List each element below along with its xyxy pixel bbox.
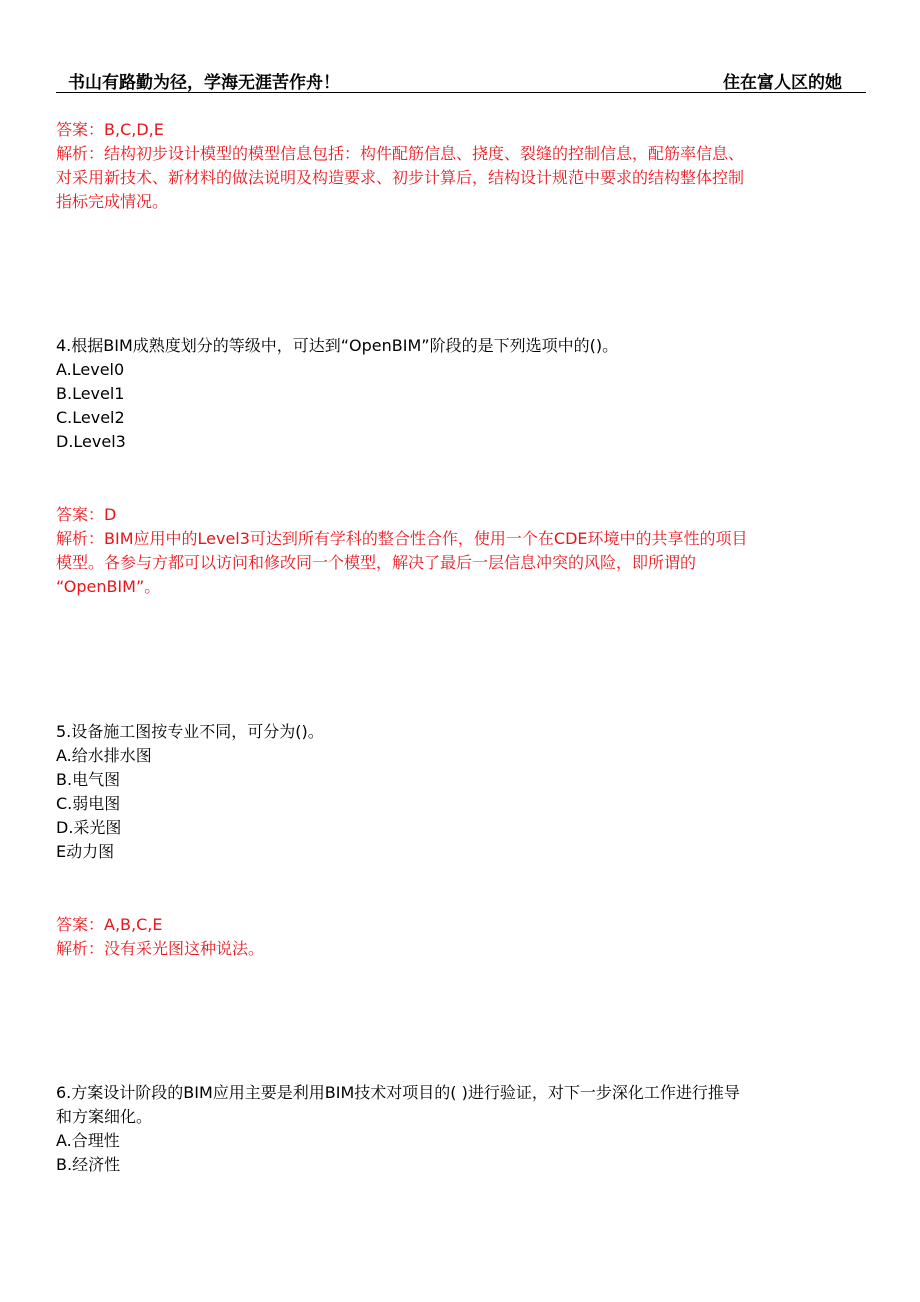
q5-question: 5.设备施工图按专业不同，可分为()。 xyxy=(56,722,324,741)
q5-answer: 答案：A,B,C,E xyxy=(56,915,163,934)
q5-option-b: B.电气图 xyxy=(56,770,121,789)
q4-block xyxy=(56,334,866,454)
q5-option-a: A.给水排水图 xyxy=(56,746,152,765)
q4-option-b: B.Level1 xyxy=(56,384,125,403)
q5-option-d: D.采光图 xyxy=(56,818,122,837)
q4-answer: 答案：D xyxy=(56,505,117,524)
q6-question-line: 和方案细化。 xyxy=(56,1107,153,1126)
q6-question-line: 6.方案设计阶段的BIM应用主要是利用BIM技术对项目的( )进行验证，对下一步深化工作进行推导 xyxy=(56,1083,740,1102)
q4-option-c: C.Level2 xyxy=(56,408,125,427)
q5-explanation-line: 解析：没有采光图这种说法。 xyxy=(56,939,265,958)
header-motto: 书山有路勤为径，学海无涯苦作舟！ xyxy=(68,73,340,93)
q6-option-b: B.经济性 xyxy=(56,1155,121,1174)
q4-explanation-line: 模型。各参与方都可以访问和修改同一个模型，解决了最后一层信息冲突的风险，即所谓的 xyxy=(56,553,697,572)
q4-explanation-line: “OpenBIM”。 xyxy=(56,577,161,596)
header-author: 住在富人区的她 xyxy=(723,73,842,93)
page-header xyxy=(56,64,866,93)
q4-option-a: A.Level0 xyxy=(56,360,125,379)
q3-explanation-line: 对采用新技术、新材料的做法说明及构造要求、初步计算后，结构设计规范中要求的结构整体控制 xyxy=(56,168,745,187)
q3-explanation-line: 指标完成情况。 xyxy=(56,192,169,211)
q3-answer: 答案：B,C,D,E xyxy=(56,120,164,139)
q6-block xyxy=(56,1081,866,1177)
q5-option-c: C.弱电图 xyxy=(56,794,121,813)
q5-block xyxy=(56,720,866,864)
q4-option-d: D.Level3 xyxy=(56,432,126,451)
q4-explanation-line: 解析：BIM应用中的Level3可达到所有学科的整合性合作，使用一个在CDE环境中的共享性的项目 xyxy=(56,529,748,548)
q3-explanation-line: 解析：结构初步设计模型的模型信息包括：构件配筋信息、挠度、裂缝的控制信息，配筋率信息、 xyxy=(56,144,745,163)
q6-option-a: A.合理性 xyxy=(56,1131,120,1150)
q5-answer-block xyxy=(56,913,866,961)
q4-question: 4.根据BIM成熟度划分的等级中，可达到“OpenBIM”阶段的是下列选项中的()。 xyxy=(56,336,619,355)
q5-option-e: E动力图 xyxy=(56,842,115,861)
q4-answer-block xyxy=(56,503,866,599)
q3-answer-block xyxy=(56,118,866,214)
